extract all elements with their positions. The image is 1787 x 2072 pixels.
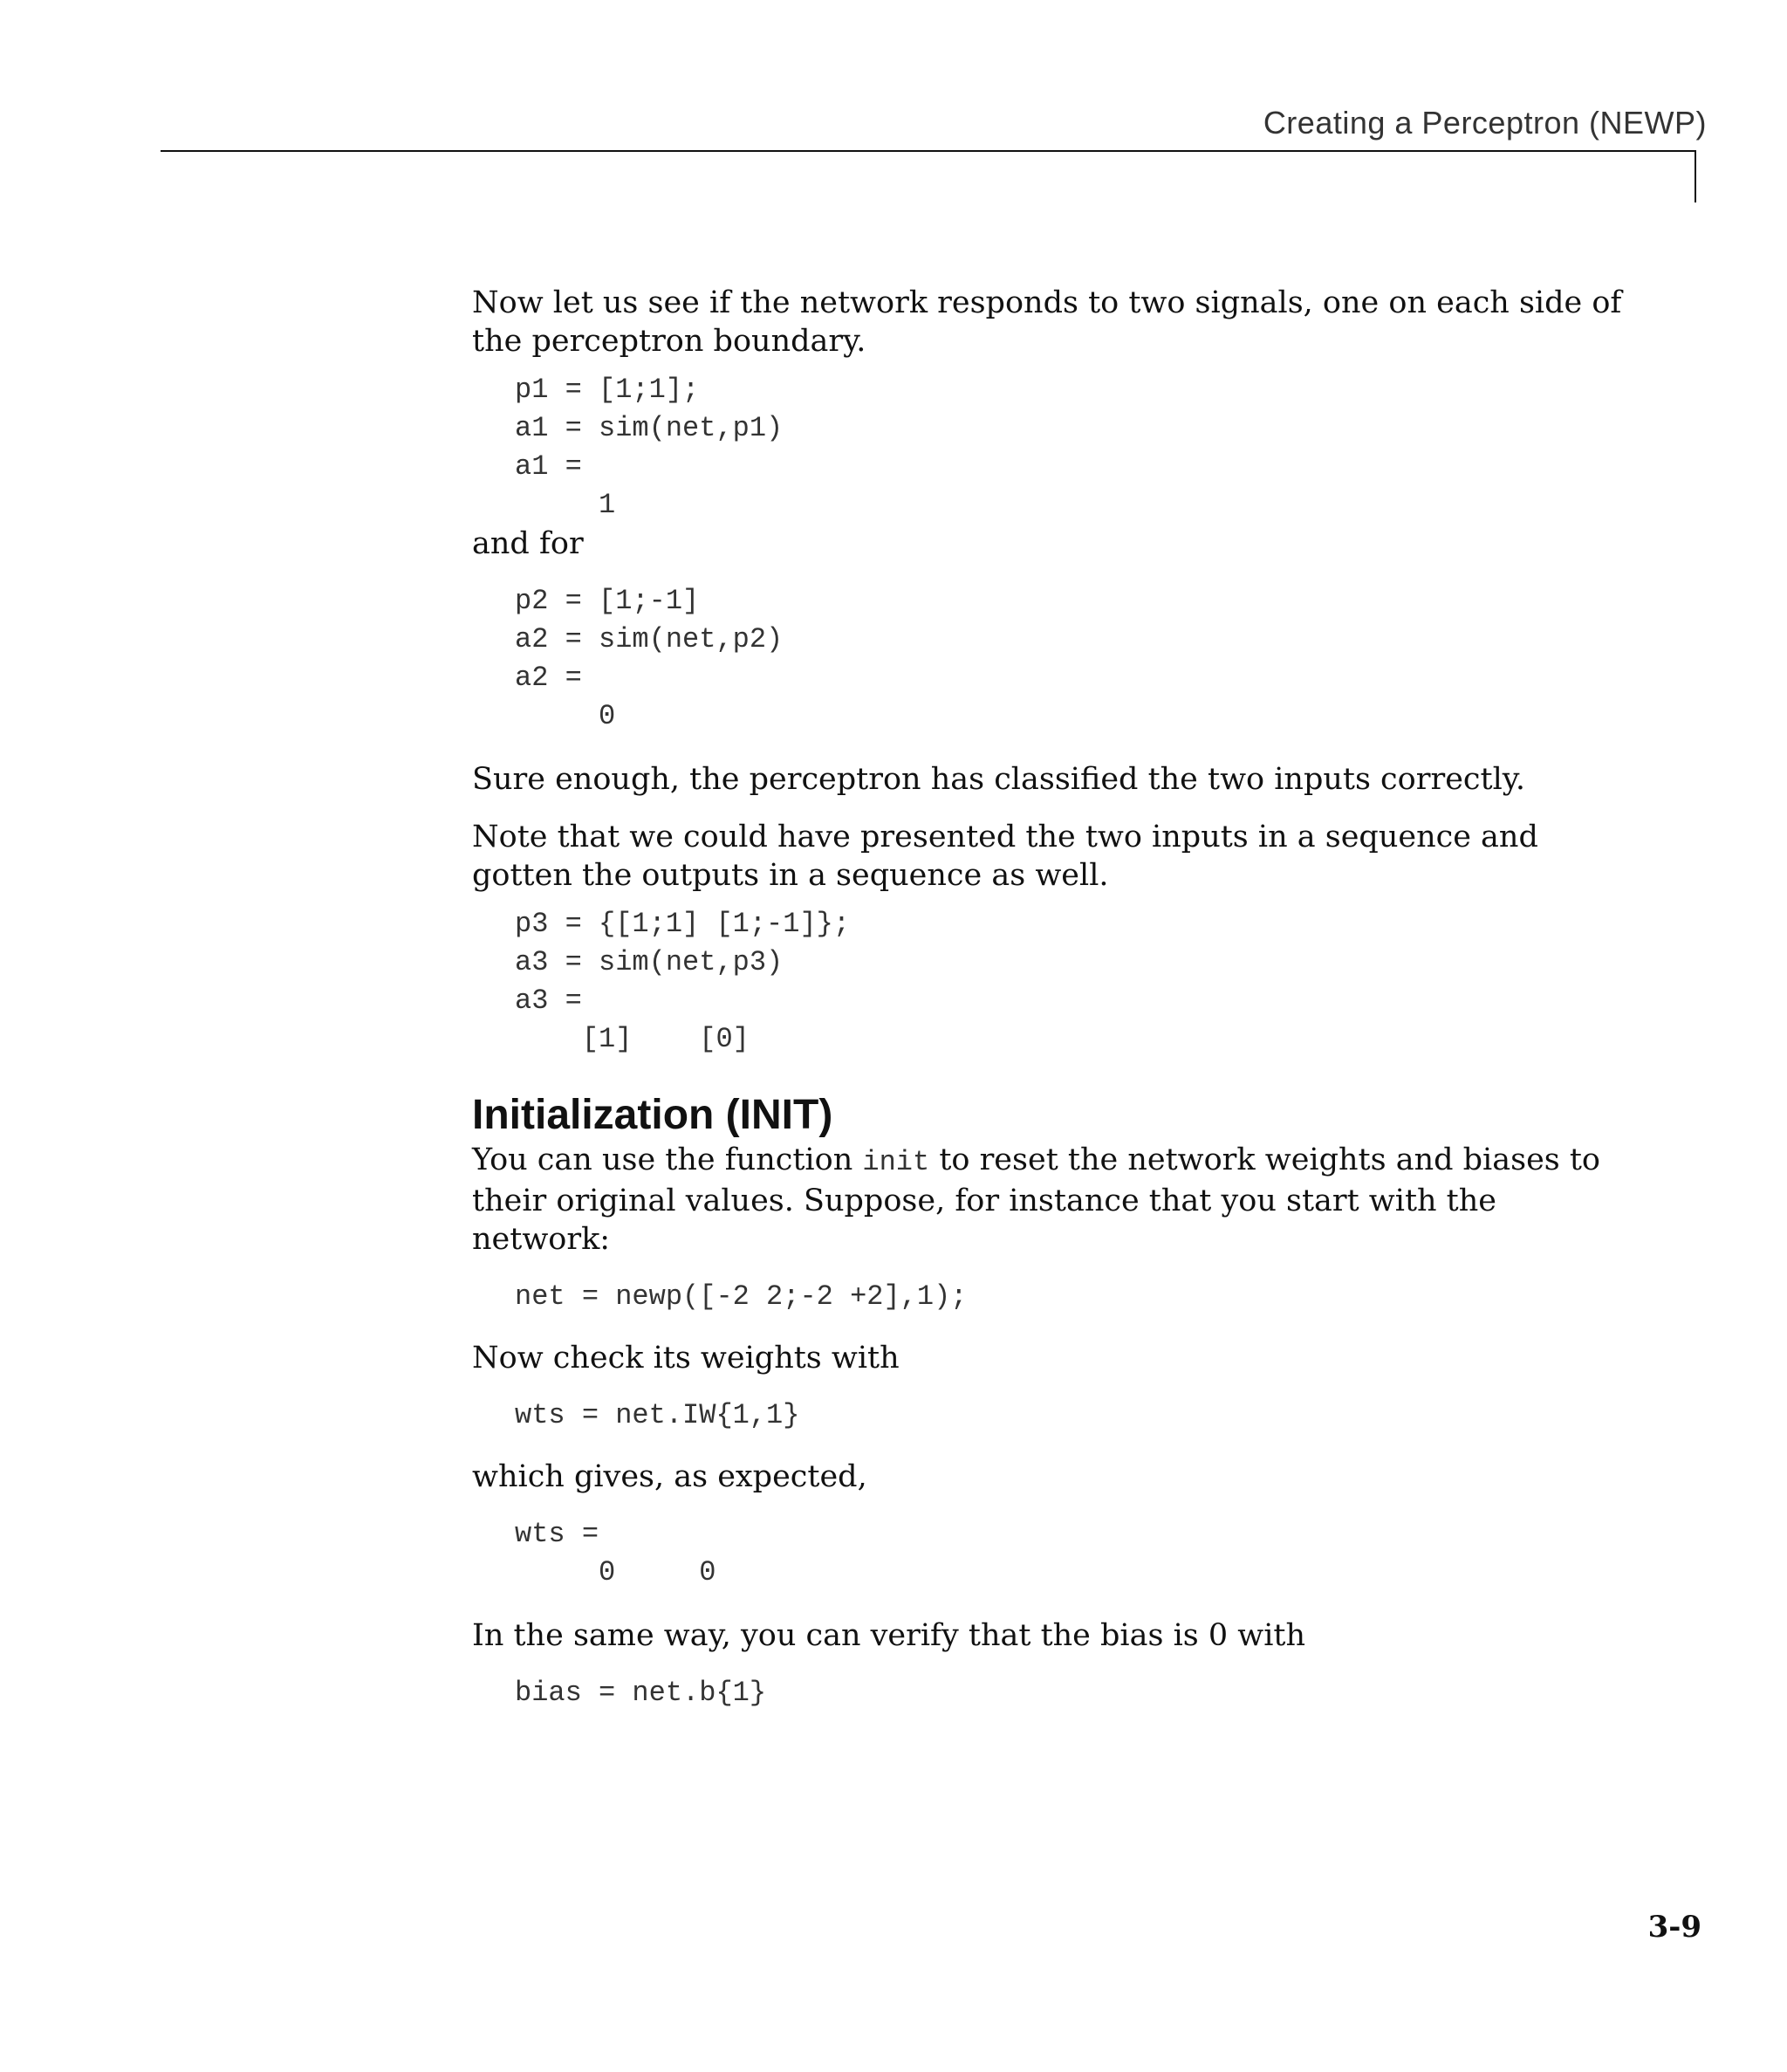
- paragraph-sequence-note: Note that we could have presented the two inputs in a sequence and gotten the outputs in a sequence as well.: [472, 820, 1538, 893]
- code-block-wts: wts = net.IW{1,1}: [515, 1399, 800, 1431]
- paragraph-check-weights: Now check its weights with: [472, 1341, 900, 1376]
- code-block-p1: p1 = [1;1]; a1 = sim(net,p1) a1 = 1: [515, 374, 784, 521]
- paragraph-init-text-end: to reset the network weights and biases to their original values. Suppose, for instance that you start with the network:: [472, 1142, 1601, 1257]
- paragraph-init-text-start: You can use the function: [472, 1142, 863, 1177]
- paragraph-verify-bias: In the same way, you can verify that the bias is 0 with: [472, 1618, 1305, 1653]
- page-content: [472, 284, 1633, 1712]
- code-block-p3: p3 = {[1;1] [1;-1]}; a3 = sim(net,p3) a3 = [1] [0]: [515, 908, 851, 1055]
- header-rule-tick: [1695, 150, 1696, 202]
- paragraph-classified: Sure enough, the perceptron has classified the two inputs correctly.: [472, 762, 1526, 797]
- code-block-wts-output: wts = 0 0: [515, 1518, 716, 1588]
- inline-code-init: init: [862, 1146, 930, 1178]
- paragraph-and-for: and for: [472, 526, 584, 561]
- code-block-p2: p2 = [1;-1] a2 = sim(net,p2) a2 = 0: [515, 585, 784, 732]
- header-rule: [161, 150, 1696, 152]
- paragraph-init-description: [472, 1141, 1633, 1259]
- code-block-newp: net = newp([-2 2;-2 +2],1);: [515, 1280, 968, 1313]
- section-heading-init: Initialization (INIT): [472, 1092, 833, 1138]
- running-head: Creating a Perceptron (NEWP): [1263, 105, 1707, 141]
- page-number: 3-9: [1647, 1910, 1701, 1945]
- paragraph-as-expected: which gives, as expected,: [472, 1459, 867, 1494]
- paragraph-intro: Now let us see if the network responds to two signals, one on each side of the perceptron boundary.: [472, 285, 1622, 359]
- code-block-bias: bias = net.b{1}: [515, 1677, 767, 1709]
